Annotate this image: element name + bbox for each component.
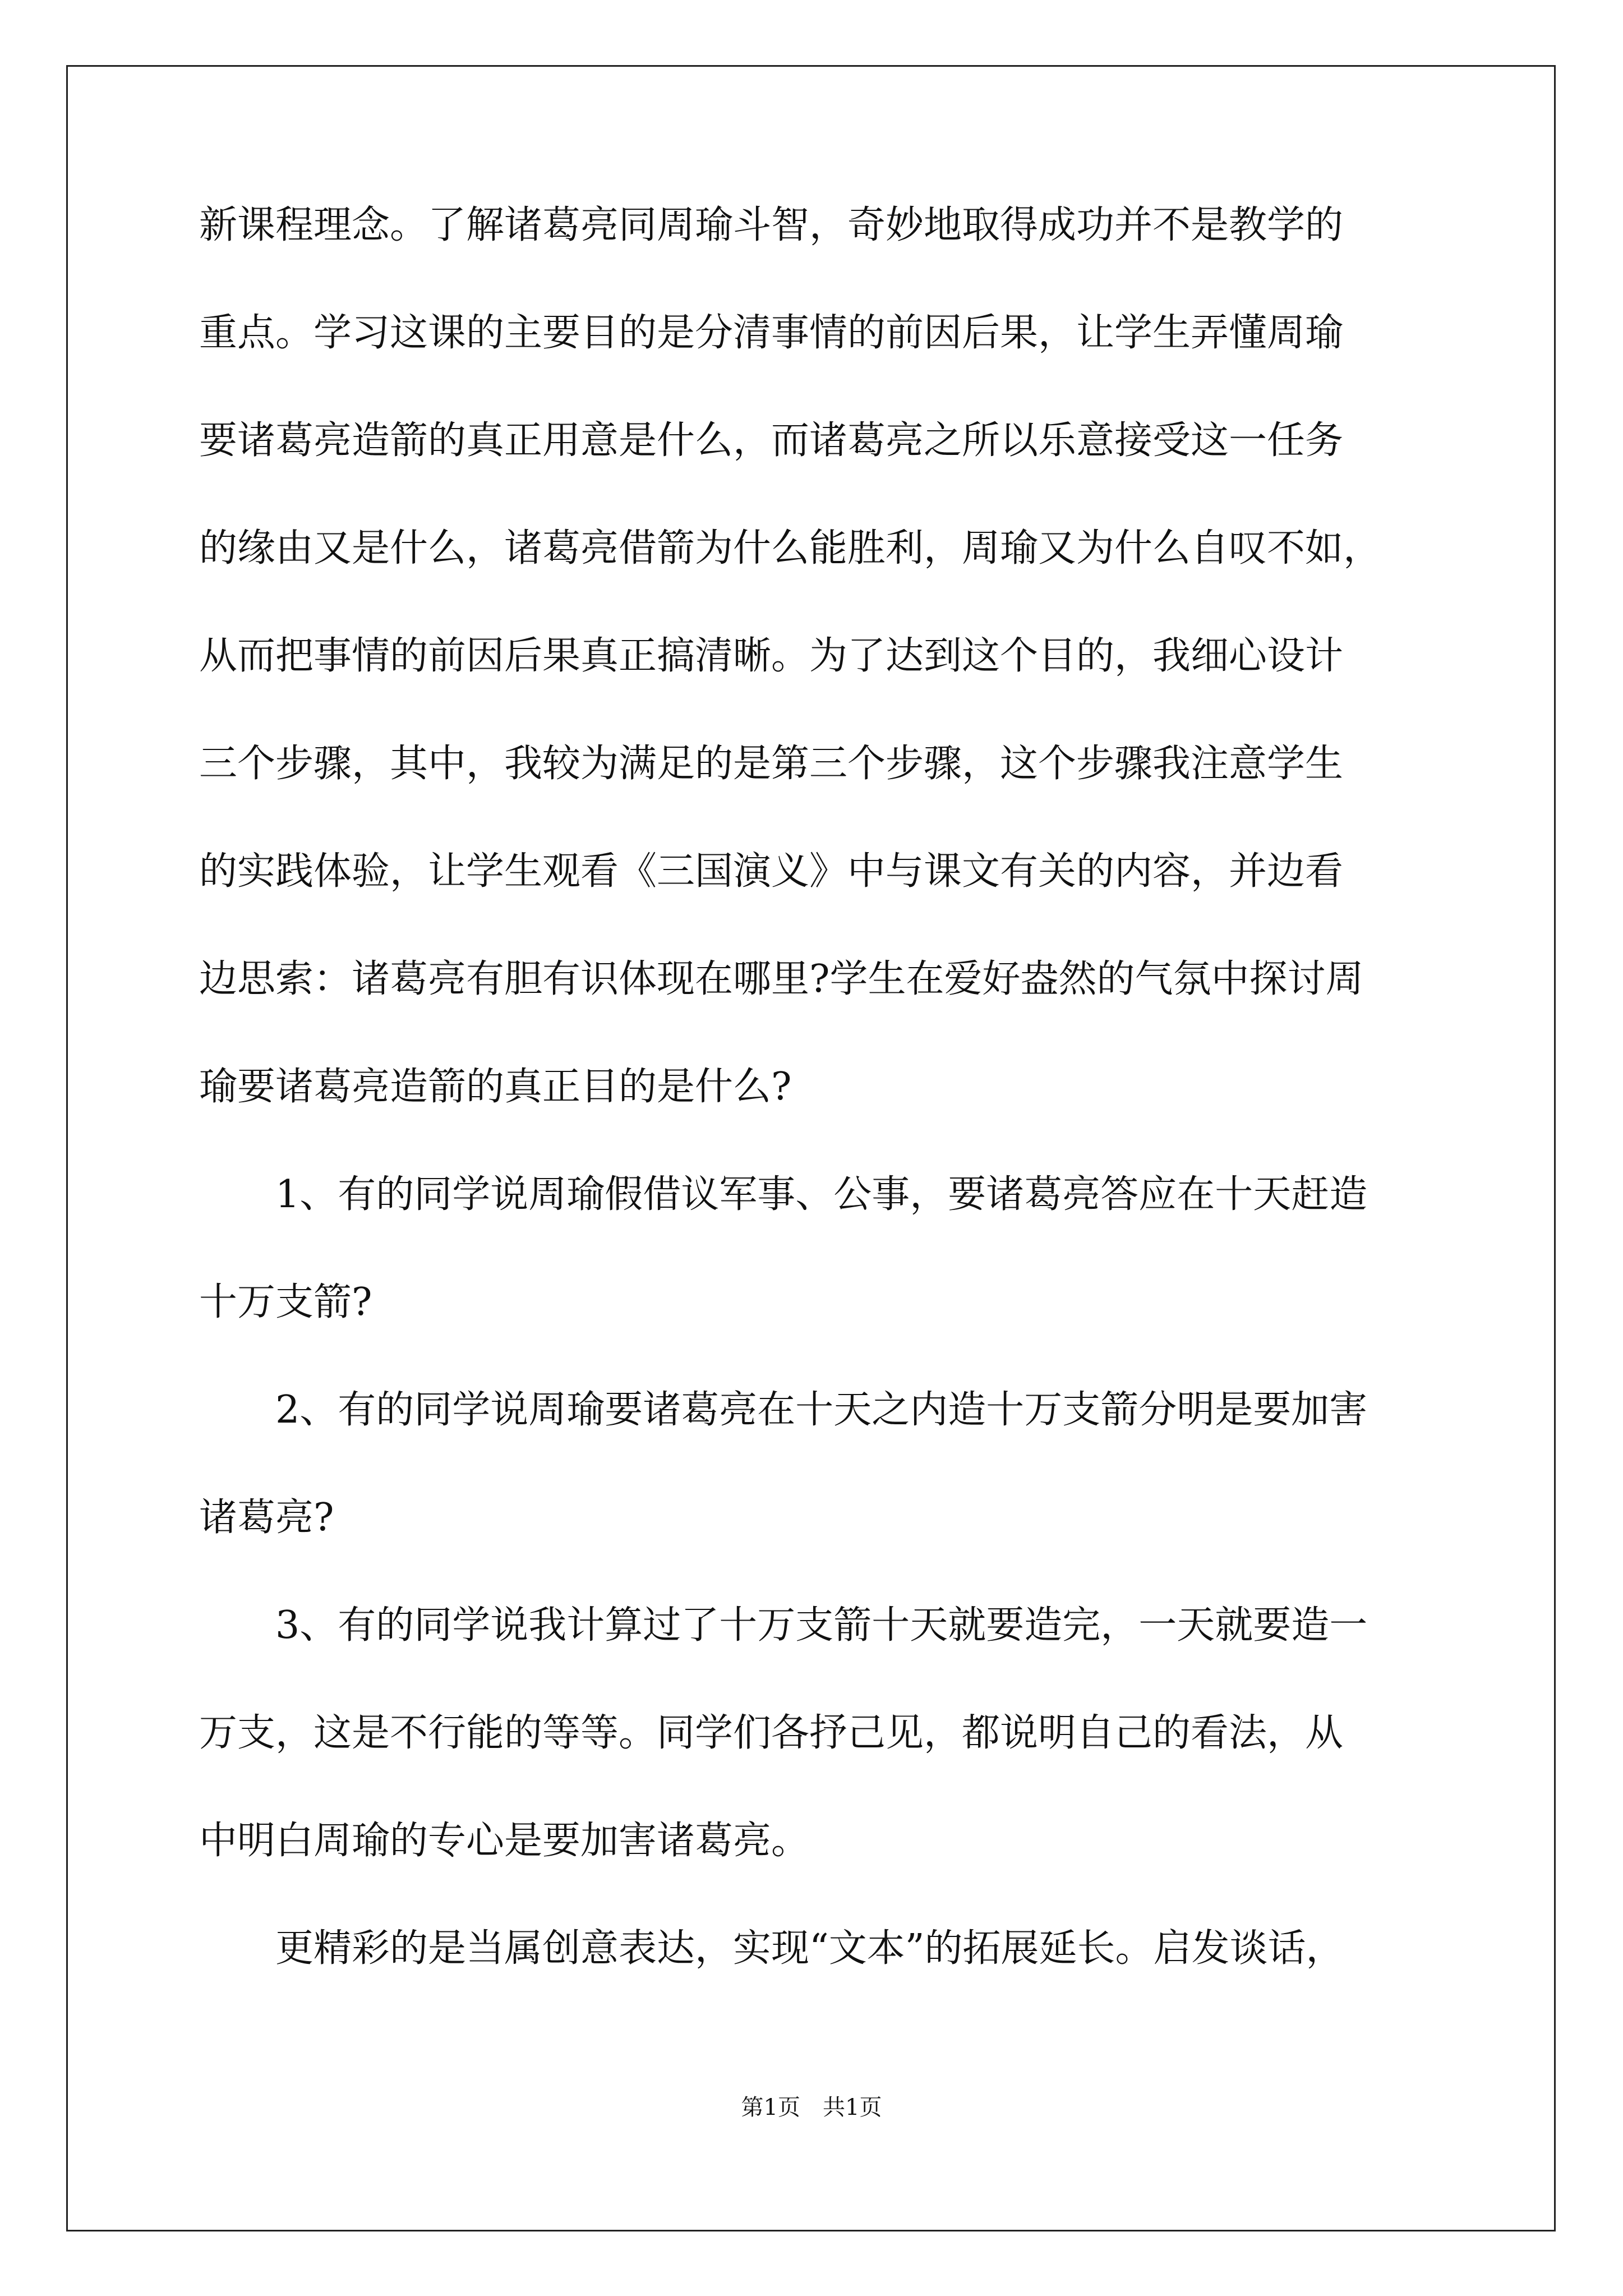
page-total: 共1页 bbox=[823, 2095, 882, 2120]
text-line: 更精彩的是当属创意表达，实现“文本”的拓展延长。启发谈话， bbox=[275, 1926, 1344, 1971]
text-line: 1、有的同学说周瑜假借议军事、公事，要诸葛亮答应在十天赶造 bbox=[275, 1172, 1368, 1217]
text-line: 边思索：诸葛亮有胆有识体现在哪里?学生在爱好盎然的气氛中探讨周 bbox=[199, 957, 1364, 1001]
page-number: 第1页 bbox=[741, 2095, 800, 2120]
text-line: 要诸葛亮造箭的真正用意是什么，而诸葛亮之所以乐意接受这一任务 bbox=[199, 418, 1344, 463]
text-line: 中明白周瑜的专心是要加害诸葛亮。 bbox=[199, 1819, 810, 1863]
text-line: 万支，这是不行能的等等。同学们各抒己见，都说明自己的看法，从 bbox=[199, 1711, 1344, 1755]
page-footer bbox=[0, 2093, 1623, 2122]
text-line: 诸葛亮? bbox=[199, 1496, 334, 1540]
text-line: 三个步骤，其中，我较为满足的是第三个步骤，这个步骤我注意学生 bbox=[199, 742, 1344, 786]
text-line: 新课程理念。了解诸葛亮同周瑜斗智，奇妙地取得成功并不是教学的 bbox=[199, 203, 1344, 247]
text-line: 的缘由又是什么，诸葛亮借箭为什么能胜利，周瑜又为什么自叹不如， bbox=[199, 526, 1382, 570]
text-line: 3、有的同学说我计算过了十万支箭十天就要造完，一天就要造一 bbox=[275, 1603, 1368, 1648]
text-line: 的实践体验，让学生观看《三国演义》中与课文有关的内容，并边看 bbox=[199, 849, 1344, 894]
text-line: 重点。学习这课的主要目的是分清事情的前因后果，让学生弄懂周瑜 bbox=[199, 311, 1344, 355]
page-border bbox=[66, 65, 1556, 2231]
text-line: 瑜要诸葛亮造箭的真正目的是什么? bbox=[199, 1065, 792, 1109]
text-line: 十万支箭? bbox=[199, 1280, 372, 1324]
text-line: 2、有的同学说周瑜要诸葛亮在十天之内造十万支箭分明是要加害 bbox=[275, 1388, 1368, 1432]
text-line: 从而把事情的前因后果真正搞清晰。为了达到这个目的，我细心设计 bbox=[199, 634, 1344, 678]
